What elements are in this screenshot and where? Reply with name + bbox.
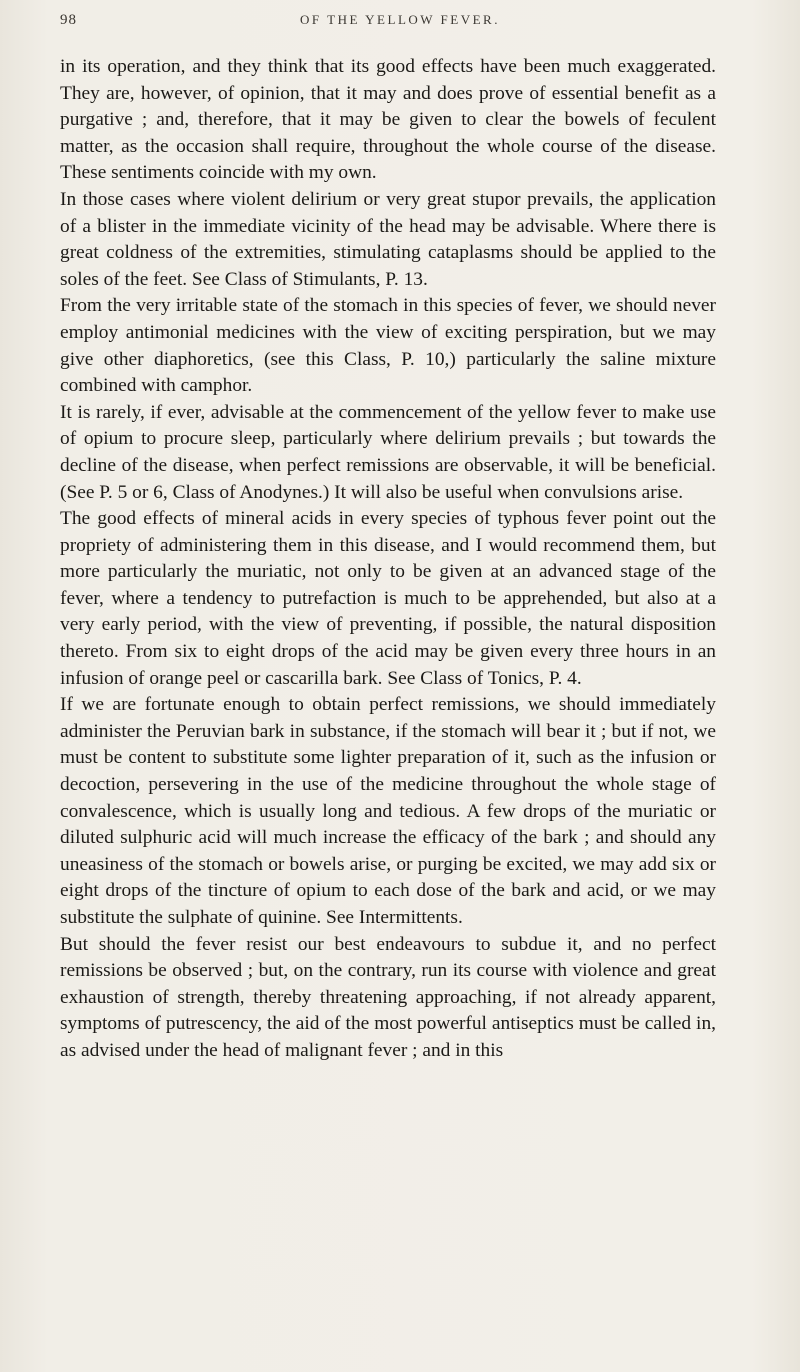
paragraph-continued: in its operation, and they think that its good effects have been much exaggerated. They are, however, of opinion, that it may and does prove of essential benefit as a purgative ; and, therefore, that it may be given to clear the bowels of feculent matter, as the occasion shall require, throughout the whole course of the disease. These sentiments coincide with my own. (60, 56, 716, 184)
page-number: 98 (60, 12, 77, 28)
paragraph-opium: It is rarely, if ever, advisable at the commencement of the yellow fever to make use of opium to procure sleep, particularly where delirium prevails ; but towards the decline of the disease, when perfect remissions are observable, it will be beneficial. (See P. 5 or 6, Class of Anodynes.) It will also be useful when convulsions arise. (60, 401, 716, 503)
running-title: OF THE YELLOW FEVER. (300, 12, 500, 27)
paragraph-diaphoretics: From the very irritable state of the stomach in this species of fever, we should never employ antimonial medicines with the view of exciting perspiration, but we may give other diaphoretics, (see this Class, P. 10,) particularly the saline mixture combined with camphor. (60, 295, 716, 397)
paragraph-antiseptics: But should the fever resist our best endeavours to subdue it, and no perfect remissions be observed ; but, on the contrary, run its course with violence and great exhaustion of strength, thereby threatening approaching, if not already apparent, symptoms of putrescency, the aid of the most powerful antiseptics must be called in, as advised under the head of malignant fever ; and in this (60, 933, 716, 1061)
page-header (60, 12, 740, 36)
body-text (60, 54, 716, 1065)
paragraph-mineral-acids: The good effects of mineral acids in every species of typhous fever point out the propriety of administering them in this disease, and I would recommend them, but more particularly the muriatic, not only to be given at an advanced stage of the fever, where a tendency to putrefaction is much to be apprehended, but also at a very early period, with the view of preventing, if possible, the natural disposition thereto. From six to eight drops of the acid may be given every three hours in an infusion of orange peel or cascarilla bark. See Class of Tonics, P. 4. (60, 508, 716, 689)
paragraph-peruvian-bark: If we are fortunate enough to obtain perfect remissions, we should immediately administer the Peruvian bark in substance, if the stomach will bear it ; but if not, we must be content to substitute some lighter preparation of it, such as the infusion or decoction, persevering in the use of the medicine throughout the whole stage of convalescence, which is usually long and tedious. A few drops of the muriatic or diluted sulphuric acid will much increase the efficacy of the bark ; and should any uneasiness of the stomach or bowels arise, or purging be excited, we may add six or eight drops of the tincture of opium to each dose of the bark and acid, or we may substitute the sulphate of quinine. See Intermittents. (60, 694, 716, 928)
paragraph-blister: In those cases where violent delirium or very great stupor prevails, the application of a blister in the immediate vicinity of the head may be advisable. Where there is great coldness of the extremities, stimulating cataplasms should be applied to the soles of the feet. See Class of Stimulants, P. 13. (60, 188, 716, 290)
